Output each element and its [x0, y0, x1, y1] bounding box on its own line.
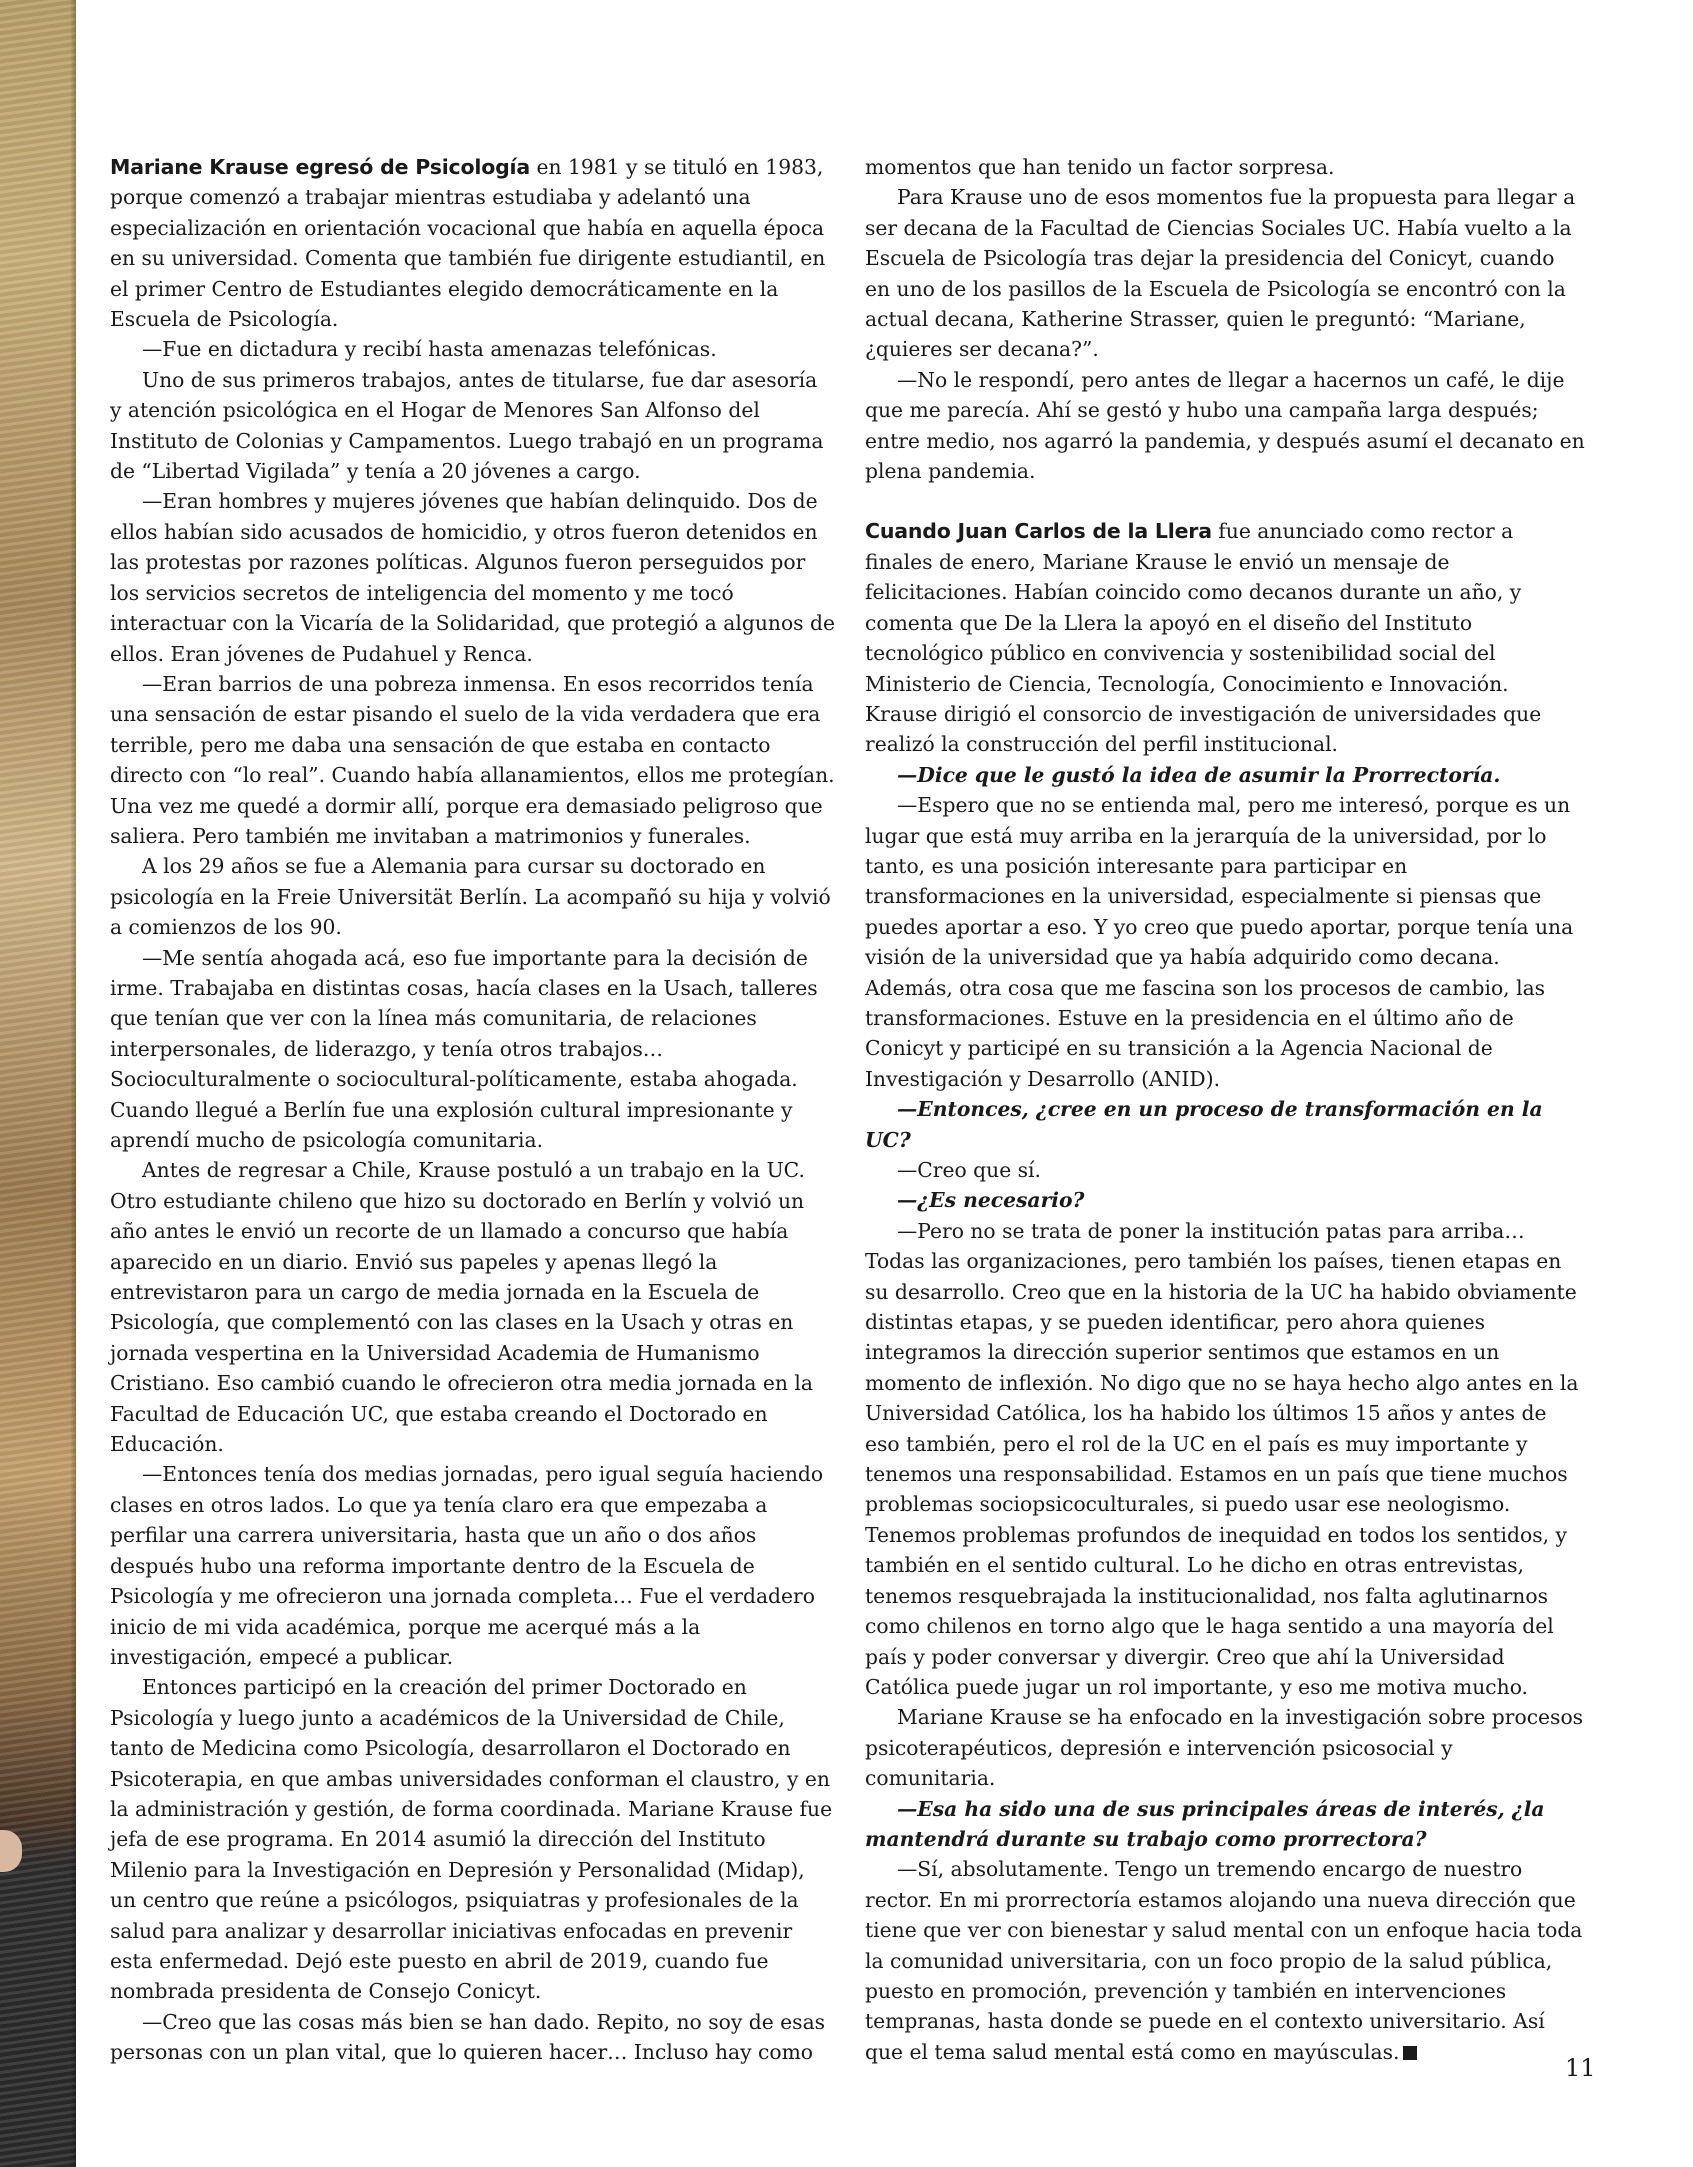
left-column: [110, 152, 835, 2068]
paragraph: —Espero que no se entienda mal, pero me interesó, porque es un lugar que está muy arriba en la jerarquía de la universidad, por lo tanto, es una posición interesante para participar en transformaciones en la universidad, especialmente si piensas que puedes aportar a eso. Y yo creo que puedo aportar, porque tenía una visión de la universidad que ya había adquirido como decana. Además, otra cosa que me fascina son los procesos de cambio, las transformaciones. Estuve en la presidencia en el último año de Conicyt y participé en su transición a la Agencia Nacional de Investigación y Desarrollo (ANID).: [865, 793, 1574, 1091]
interview-question: —Esa ha sido una de sus principales áreas de interés, ¿la mantendrá durante su trabajo como prorrectora?: [865, 1796, 1545, 1851]
photo-hand: [0, 1830, 22, 1872]
paragraph: Uno de sus primeros trabajos, antes de titularse, fue dar asesoría y atención psicológica en el Hogar de Menores San Alfonso del Instituto de Colonias y Campamentos. Luego trabajó en un programa de “Libertad Vigilada” y tenía a 20 jóvenes a cargo.: [110, 367, 824, 484]
paragraph: —No le respondí, pero antes de llegar a hacernos un café, le dije que me parecía. Ahí se gestó y hubo una campaña larga después; entre medio, nos agarró la pandemia, y después asumí el decanato en plena pandemia.: [865, 367, 1585, 484]
paragraph-text: —Sí, absolutamente. Tengo un tremendo encargo de nuestro rector. En mi prorrectoría estamos alojando una nueva dirección que tiene que ver con bienestar y salud mental con un enfoque hacia toda la comunidad universitaria, con un foco propio de la salud pública, puesto en promoción, prevención y también en intervenciones tempranas, hasta donde se puede en el contexto universitario. Así que el tema salud mental está como en mayúsculas.: [865, 1857, 1583, 2064]
interview-question: —¿Es necesario?: [897, 1188, 1085, 1213]
photo-edge: [0, 0, 76, 2167]
paragraph: —Me sentía ahogada acá, eso fue importante para la decisión de irme. Trabajaba en distintas cosas, hacía clases en la Usach, talleres que tenían que ver con la línea más comunitaria, de relaciones interpersonales, de liderazgo, y tenía otros trabajos… Socioculturalmente o sociocultural-políticamente, estaba ahogada. Cuando llegué a Berlín fue una explosión cultural impresionante y aprendí mucho de psicología comunitaria.: [110, 945, 818, 1152]
paragraph: Antes de regresar a Chile, Krause postuló a un trabajo en la UC. Otro estudiante chileno que hizo su doctorado en Berlín y volvió un año antes le envió un recorte de un llamado a concurso que había aparecido en un diario. Envió sus papeles y apenas llegó la entrevistaron para un cargo de media jornada en la Escuela de Psicología, que complementó con las clases en la Usach y otras en jornada vespertina en la Universidad Academia de Humanismo Cristiano. Eso cambió cuando le ofrecieron otra media jornada en la Facultad de Educación UC, que estaba creando el Doctorado en Educación.: [110, 1158, 813, 1457]
lead-in: Cuando Juan Carlos de la Llera: [865, 519, 1212, 544]
right-column: [865, 152, 1585, 2067]
interview-question: —Entonces, ¿cree en un proceso de transformación en la UC?: [865, 1097, 1543, 1152]
photo-shadow: [70, 0, 76, 2167]
paragraph: —Creo que sí.: [897, 1158, 1041, 1182]
paragraph: Para Krause uno de esos momentos fue la propuesta para llegar a ser decana de la Facultad de Ciencias Sociales UC. Había vuelto a la Escuela de Psicología tras dejar la presidencia del Conicyt, cuando en uno de los pasillos de la Escuela de Psicología se encontró con la actual decana, Katherine Strasser, quien le preguntó: “Mariane, ¿quieres ser decana?”.: [865, 185, 1576, 362]
paragraph: [865, 1854, 1585, 2067]
paragraph: Entonces participó en la creación del primer Doctorado en Psicología y luego junto a académicos de la Universidad de Chile, tanto de Medicina como Psicología, desarrollaron el Doctorado en Psicoterapia, en que ambas universidades conforman el claustro, y en la administración y gestión, de forma coordinada. Mariane Krause fue jefa de ese programa. En 2014 asumió la dirección del Instituto Milenio para la Investigación en Depresión y Personalidad (Midap), un centro que reúne a psicólogos, psiquiatras y profesionales de la salud para analizar y desarrollar iniciativas enfocadas en prevenir esta enfermedad. Dejó este puesto en abril de 2019, cuando fue nombrada presidenta de Consejo Conicyt.: [110, 1675, 833, 2004]
page-number: 11: [1565, 2054, 1596, 2082]
paragraph-text: fue anunciado como rector a finales de enero, Mariane Krause le envió un mensaje de felicitaciones. Habían coincido como decanos durante un año, y comenta que De la Llera la apoyó en el diseño del Instituto tecnológico público en convivencia y sostenibilidad social del Ministerio de Ciencia, Tecnología, Conocimiento e Innovación. Krause dirigió el consorcio de investigación de universidades que realizó la construcción del perfil institucional.: [865, 519, 1542, 757]
paragraph: —Eran barrios de una pobreza inmensa. En esos recorridos tenía una sensación de estar pisando el suelo de la vida verdadera que era terrible, pero me daba una sensación de que estaba en contacto directo con “lo real”. Cuando había allanamientos, ellos me protegían. Una vez me quedé a dormir allí, porque era demasiado peligroso que saliera. Pero también me invitaban a matrimonios y funerales.: [110, 671, 835, 848]
paragraph: Mariane Krause se ha enfocado en la investigación sobre procesos psicoterapéuticos, depresión e intervención psicosocial y comunitaria.: [865, 1705, 1584, 1791]
paragraph: momentos que han tenido un factor sorpresa.: [865, 155, 1335, 179]
paragraph: —Creo que las cosas más bien se han dado. Repito, no soy de esas personas con un plan vital, que lo quieren hacer… Incluso hay como: [110, 2009, 826, 2065]
end-of-article-icon: [1403, 2046, 1417, 2060]
paragraph: [865, 516, 1585, 759]
interview-question: —Dice que le gustó la idea de asumir la Prorrectoría.: [897, 762, 1501, 787]
paragraph-text: en 1981 y se tituló en 1983, porque comenzó a trabajar mientras estudiaba y adelantó una especialización en orientación vocacional que había en aquella época en su universidad. Comenta que también fue dirigente estudiantil, en el primer Centro de Estudiantes elegido democráticamente en la Escuela de Psicología.: [110, 155, 826, 332]
paragraph: —Entonces tenía dos medias jornadas, pero igual seguía haciendo clases en otros lados. Lo que ya tenía claro era que empezaba a perfilar una carrera universitaria, hasta que un año o dos años después hubo una reforma importante dentro de la Escuela de Psicología y me ofrecieron una jornada completa… Fue el verdadero inicio de mi vida académica, porque me acerqué más a la investigación, empecé a publicar.: [110, 1462, 824, 1669]
paragraph: —Pero no se trata de poner la institución patas para arriba… Todas las organizaciones, pero también los países, tienen etapas en su desarrollo. Creo que en la historia de la UC ha habido obviamente distintas etapas, y se pueden identificar, pero ahora quienes integramos la dirección superior sentimos que estamos en un momento de inflexión. No digo que no se haya hecho algo antes en la Universidad Católica, los ha habido los últimos 15 años y antes de eso también, pero el rol de la UC en el país es muy importante y tenemos una responsabilidad. Estamos en un país que tiene muchos problemas sociopsicoculturales, si puedo usar ese neologismo. Tenemos problemas profundos de inequidad en todos los sentidos, y también en el sentido cultural. Lo he dicho en otras entrevistas, tenemos resquebrajada la institucionalidad, nos falta aglutinarnos como chilenos en torno algo que le haga sentido a una mayoría del país y poder conversar y divergir. Creo que ahí la Universidad Católica puede jugar un rol importante, y eso me motiva mucho.: [865, 1218, 1579, 1699]
paragraph: [110, 152, 835, 334]
paragraph: —Eran hombres y mujeres jóvenes que habían delinquido. Dos de ellos habían sido acusados de homicidio, y otros fueron detenidos en las protestas por razones políticas. Algunos fueron perseguidos por los servicios secretos de inteligencia del momento y me tocó interactuar con la Vicaría de la Solidaridad, que protegió a algunos de ellos. Eran jóvenes de Pudahuel y Renca.: [110, 489, 836, 666]
paragraph: A los 29 años se fue a Alemania para cursar su doctorado en psicología en la Freie Universität Berlín. La acompañó su hija y volvió a comienzos de los 90.: [110, 854, 831, 940]
paragraph: —Fue en dictadura y recibí hasta amenazas telefónicas.: [142, 337, 717, 362]
lead-in: Mariane Krause egresó de Psicología: [110, 155, 531, 179]
